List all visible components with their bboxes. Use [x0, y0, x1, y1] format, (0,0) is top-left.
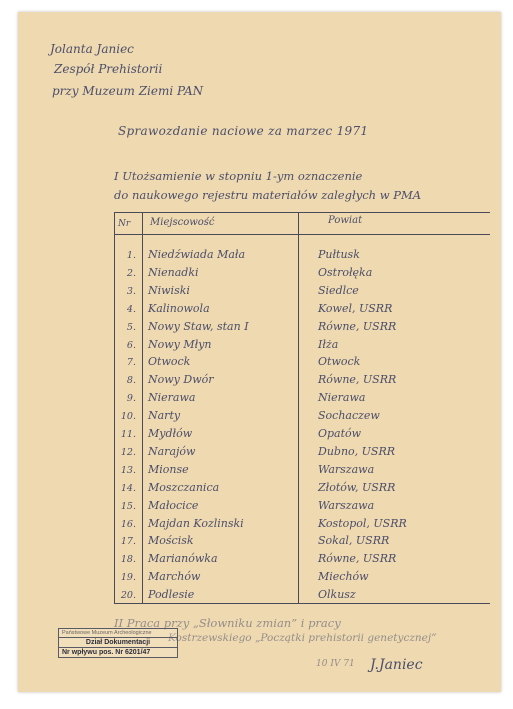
row-district: Warszawa [318, 499, 375, 512]
section1-line1: I Utożsamienie w stopniu 1-ym oznaczenie [114, 169, 363, 183]
row-number: 5. [126, 322, 136, 333]
table-top-line [114, 212, 490, 213]
row-place: Marchów [148, 570, 201, 583]
row-place: Nowy Dwór [148, 373, 214, 386]
row-district: Dubno, USRR [318, 445, 396, 458]
row-number: 11. [120, 429, 136, 440]
row-number: 7. [126, 357, 136, 368]
row-place: Otwock [148, 355, 191, 368]
row-place: Narajów [148, 445, 196, 458]
table-col1-line [142, 212, 143, 603]
row-number: 10. [120, 411, 136, 422]
stamp-department: Dział Dokumentacji [59, 637, 177, 648]
row-district: Iłża [318, 338, 339, 351]
row-district: Sokal, USRR [318, 534, 390, 547]
document-page [18, 12, 501, 692]
row-number: 19. [120, 572, 136, 583]
row-district: Sochaczew [318, 409, 380, 422]
header-nr: Nr [118, 219, 131, 229]
row-district: Równe, USRR [318, 320, 397, 333]
row-place: Mionse [148, 463, 189, 476]
row-place: Nierawa [148, 391, 196, 404]
row-place: Niwiski [148, 284, 190, 297]
row-number: 13. [120, 465, 136, 476]
row-place: Nowy Młyn [148, 338, 212, 351]
row-number: 18. [120, 554, 136, 565]
row-number: 15. [120, 501, 136, 512]
section2-line2: Kostrzewskiego „Początki prehistorii genetycznej” [168, 632, 437, 644]
table-header-line [114, 234, 490, 235]
author-name: Jolanta Janiec [50, 42, 134, 56]
header-district: Powiat [328, 215, 363, 226]
row-place: Majdan Kozlinski [148, 517, 244, 530]
row-place: Nowy Staw, stan I [148, 320, 249, 333]
row-district: Złotów, USRR [318, 481, 396, 494]
row-district: Kowel, USRR [318, 302, 393, 315]
row-district: Miechów [318, 570, 369, 583]
row-district: Nierawa [318, 391, 366, 404]
institution: przy Muzeum Ziemi PAN [52, 84, 204, 98]
signature: J.Janiec [370, 657, 423, 673]
row-district: Pułtusk [318, 248, 360, 261]
row-district: Otwock [318, 355, 361, 368]
row-place: Mydłów [148, 427, 193, 440]
row-number: 16. [120, 519, 136, 530]
header-place: Miejscowość [150, 217, 215, 228]
row-place: Marianówka [148, 552, 218, 565]
row-number: 12. [120, 447, 136, 458]
row-number: 8. [126, 375, 136, 386]
row-district: Równe, USRR [318, 552, 397, 565]
row-district: Olkusz [318, 588, 356, 601]
row-number: 17. [120, 536, 136, 547]
row-number: 2. [126, 268, 136, 279]
report-date: 10 IV 71 [316, 659, 355, 669]
row-number: 4. [126, 304, 136, 315]
row-number: 14. [120, 483, 136, 494]
report-title: Sprawozdanie naciowe za marzec 1971 [118, 124, 369, 138]
row-place: Nienadki [148, 266, 199, 279]
row-number: 3. [126, 286, 136, 297]
row-place: Moszczanica [148, 481, 220, 494]
row-number: 6. [126, 340, 136, 351]
table-col2-line [298, 212, 299, 603]
stamp-entry-number: Nr wpływu pos. Nr 6201/47 [62, 649, 151, 656]
row-place: Kalinowola [148, 302, 210, 315]
row-place: Niedźwiada Mała [148, 248, 246, 261]
row-district: Ostrołęka [318, 266, 373, 279]
team-name: Zespół Prehistorii [54, 62, 163, 76]
row-district: Warszawa [318, 463, 375, 476]
row-place: Narty [148, 409, 181, 422]
row-number: 1. [126, 250, 136, 261]
row-district: Siedlce [318, 284, 359, 297]
row-place: Małocice [148, 499, 199, 512]
row-district: Opatów [318, 427, 362, 440]
row-number: 9. [126, 393, 136, 404]
archive-stamp [58, 628, 178, 658]
section2-line1: II Praca przy „Słowniku zmian” i pracy [114, 616, 341, 630]
row-number: 20. [120, 590, 136, 601]
section1-line2: do naukowego rejestru materiałów zaległych w PMA [114, 188, 422, 202]
table-bottom-line [114, 603, 490, 604]
stamp-museum: Państwowe Muzeum Archeologiczne [62, 630, 152, 636]
row-district: Równe, USRR [318, 373, 397, 386]
row-place: Mościsk [148, 534, 194, 547]
row-district: Kostopol, USRR [318, 517, 407, 530]
row-place: Podlesie [148, 588, 195, 601]
